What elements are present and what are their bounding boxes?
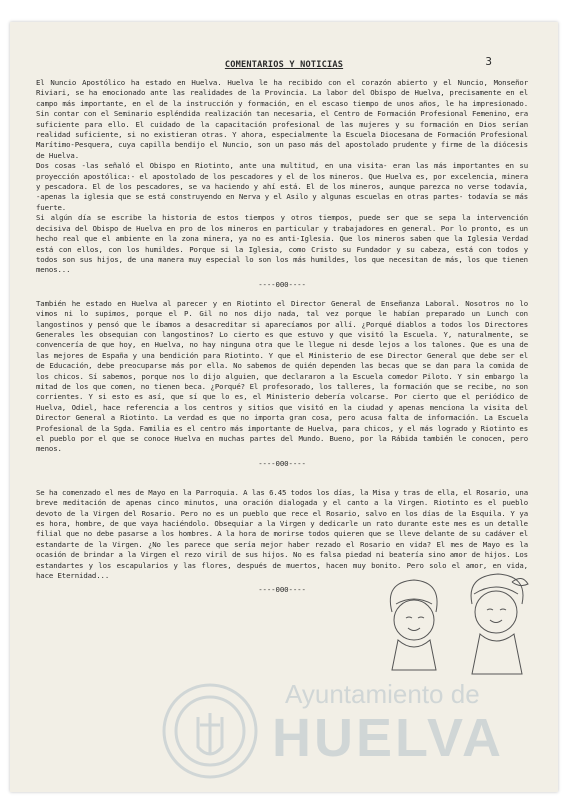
- document-page: [10, 22, 558, 792]
- document-title: COMENTARIOS Y NOTICIAS: [224, 60, 344, 70]
- watermark-line1: Ayuntamiento de: [285, 679, 480, 709]
- watermark: [160, 677, 550, 787]
- paragraph-mineros: Si algún día se escribe la historia de estos tiempos y otros tiempos, puede ser que se sepa la intervención decisiva del Obispo de Huelva en pro de los mineros en particular y trabajadores en general. Por lo pronto, es un hecho real que el ambiente en la zona minera, ya no es anti-Iglesia. Que los mineros saben que la Iglesia Verdad está con ellos, con los humildes. Porque si la Iglesia, como Cristo su Fundador y su cabeza, está con todos y todos son sus hijos, de una manera muy especial lo son los más humildes, los que necesitan de más, los que tienen menos...: [36, 213, 528, 275]
- page-number: 3: [485, 55, 492, 68]
- children-drawing-illustration: [362, 562, 552, 682]
- separator: ----000----: [258, 585, 306, 595]
- paragraph-apostolado: Dos cosas -las señaló el Obispo en Riotinto, ante una multitud, en una visita- eran las más importantes en su proyección apostólica:- el apostolado de los pescadores y el de los mineros. Que Huelva es, por excelencia, minera y pescadora. El de los pescadores, se va haciendo y ahí está. El de los mineros, aunque parezca no verse todavía, -apenas la iglesia que se está construyendo en Nerva y el Asilo y algunas escuelas en otras partes- todavía se más fuerte.: [36, 161, 528, 212]
- city-seal-icon: [160, 677, 260, 785]
- separator: ----000----: [258, 458, 306, 468]
- document-body: [36, 78, 528, 604]
- watermark-line2: HUELVA: [272, 708, 504, 768]
- paragraph-nuncio: El Nuncio Apostólico ha estado en Huelva. Huelva le ha recibido con el corazón abierto y el Nuncio, Monseñor Riviari, se ha emocionado ante las realidades de la Provincia. La labor del Obispo de Huelva, precisamente en el campo más importante, en el de la instrucción y formación, en el escaso tiempo de unos años, le ha impresionado. Sin contar con el Seminario espléndida realización tan necesaria, el Centro de Formación Profesional Femenino, era suficiente para ello. El cuidado de la capacitación profesional de las mujeres y su formación en Dios serían realidad suficiente, si no existieran otras. Y ahora, especialmente la Escuela Diocesana de Formación Profesional Marítimo-Pesquera, cuya capilla bendijo el Nuncio, son un paso más del apostolado prudente y firme de la diócesis de Huelva.: [36, 78, 528, 160]
- paragraph-mes-de-mayo: Se ha comenzado el mes de Mayo en la Parroquia. A las 6.45 todos los días, la Misa y tras de ella, el Rosario, una breve meditación de apenas cinco minutos, una oración dialogada y el canto a la Virgen. Riotinto es el pueblo devoto de la Virgen del Rosario. Pero no es un pueblo que rece el Rosario, salvo en los días de la Esquila. Y ya es hora, hombre, de que vaya haciéndolo. Obsequiar a la Virgen y dedicarle un rato durante este mes es un detalle filial que no debe pasarse a los hombres. A la hora de morirse todos quieren que se lleve delante de su cadáver el estandarte de la Virgen. ¿No les parece que sería mejor haber rezado el Rosario en vida? El mes de Mayo es la ocasión de brindar a la Virgen el rezo viril de sus hijos. No es falsa piedad ni beatería sino amor de hijos. Los estandartes y los escapularios y las flores, después de muertos, hacen muy bonito. Pero solo el amor, en vida, hace Eternidad...: [36, 487, 528, 581]
- separator: ----000----: [258, 279, 306, 289]
- paragraph-director-general: También he estado en Huelva al parecer y en Riotinto el Director General de Enseñanza Laboral. Nosotros no lo vimos ni lo supimos, porque el P. Gil no nos dijo nada, tal vez porque le habían preparado un Lunch con langostinos y pensó que le íbamos a desacreditar si aparecíamos por allí. ¿Porqué diablos a todos los Directores Generales les obsequian con langostinos? Lo cierto es que estuvo y que visitó la Escuela. Y, naturalmente, se convencería de que hoy, en Huelva, no hay ninguna otra que le llegue ni desde lejos a los talones. Que es una de las mejores de España y una bendición para Riotinto. Y que el Ministerio de ese Director General que debe ser el de Educación, debe preocuparse más por ella. No sabemos de quién dependen las becas que se dan para la comida de los chicos. Sí sabemos, porque nos lo dijo alguien, que declararon a la Escuela comedor Piloto. Y sin embargo la mitad de los que comen, no tienen beca. ¿Porqué? El profesorado, los talleres, la formación que se recibe, no son corrientes. Y si esto es así, que sí que lo es, el Ministerio debería volcarse. Por cierto que el periódico de Huelva, Odiel, hace referencia a los centros y sitios que visitó en la ciudad y apenas menciona la visita del Director General a Riotinto. La verdad es que no importa gran cosa, pero acusa falta de información. La Escuela Profesional de la Sgda. Familia es el centro más importante de Huelva, para chicos, y el más logrado y Riotinto es el pueblo por el que se conoce Huelva en muchas partes del Mundo. Bueno, por la Rábida también le conocen, pero menos.: [36, 298, 528, 454]
